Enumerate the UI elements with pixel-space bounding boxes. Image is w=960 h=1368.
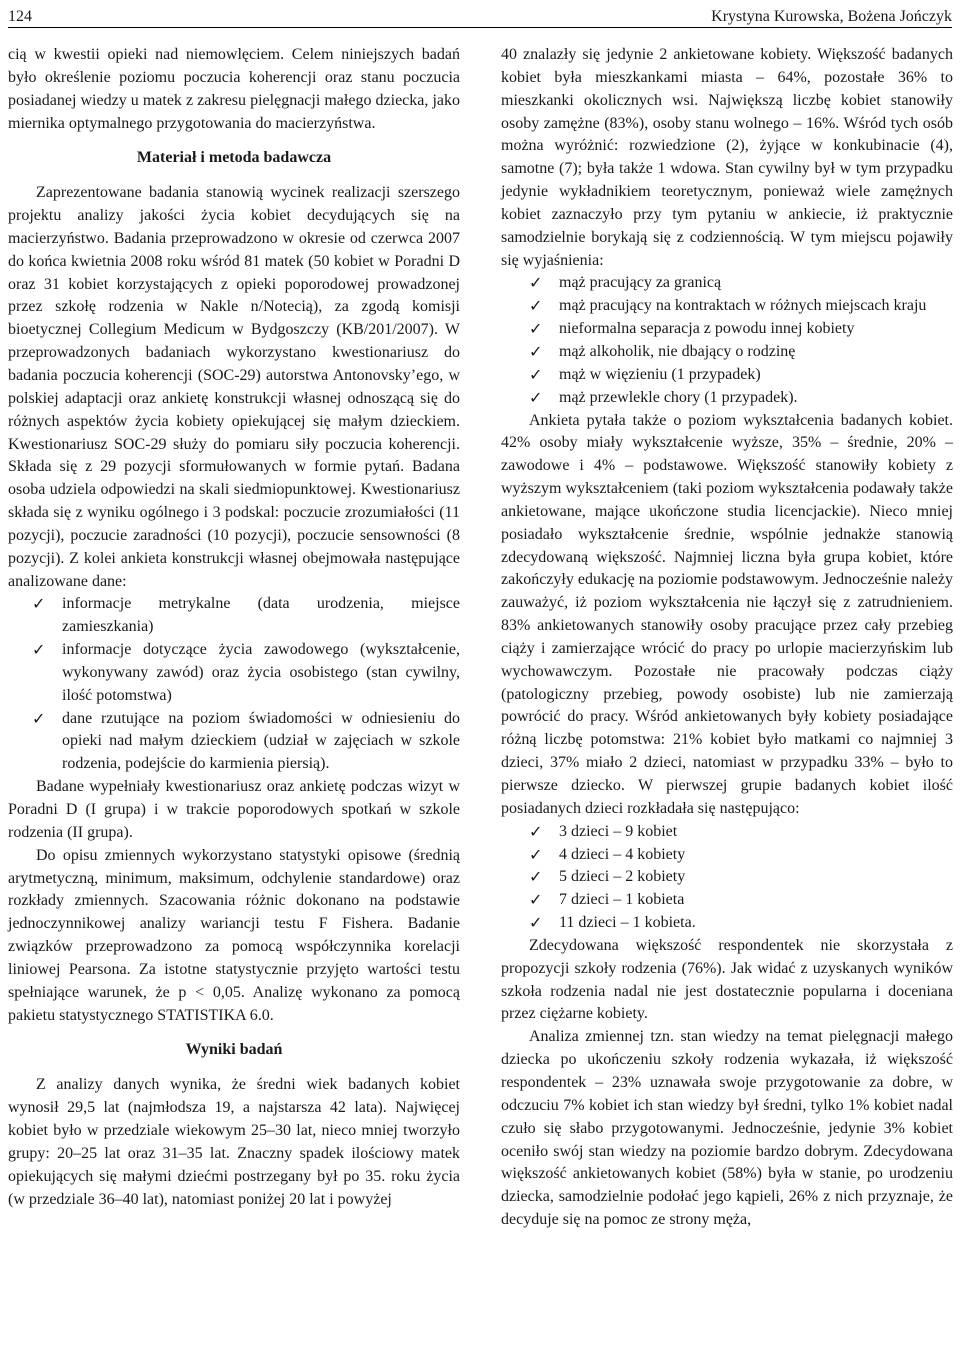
list-item-text: mąż pracujący za granicą xyxy=(559,274,722,292)
left-column xyxy=(8,44,460,1211)
checkmark-icon: ✓ xyxy=(32,708,46,728)
list-item xyxy=(501,387,953,410)
list-item xyxy=(8,593,460,639)
list-item xyxy=(501,866,953,889)
checkmark-icon: ✓ xyxy=(529,867,543,887)
checkmark-icon: ✓ xyxy=(529,341,543,361)
list-item xyxy=(501,844,953,867)
right-column xyxy=(501,44,953,1232)
list-item-text: informacje dotyczące życia zawodowego (wykształcenie, wykonywany zawód) oraz życia osobistego (stan cywilny, ilość potomstwa) xyxy=(62,641,460,704)
checkmark-icon: ✓ xyxy=(529,890,543,910)
list-item xyxy=(501,318,953,341)
children-list xyxy=(501,821,953,935)
statistics-paragraph: Do opisu zmiennych wykorzystano statystyki opisowe (średnią arytmetyczną, minimum, maksimum, odchylenie standardowe) oraz rozkłady zmiennych. Szacowania różnic dokonano na podstawie jednoczynnikowej analizy wariancji testu F Fishera. Badanie związków przeprowadzono za pomocą współczynnika korelacji liniowej Pearsona. Za istotne statystycznie przyjęto wartości testu spełniające warunek, że p < 0,05. Analizę wykonano za pomocą pakietu statystycznego STATISTIKA 6.0. xyxy=(8,846,460,1024)
checkmark-icon: ✓ xyxy=(529,913,543,933)
list-item-text: 5 dzieci – 2 kobiety xyxy=(559,868,686,886)
checkmark-icon: ✓ xyxy=(529,273,543,293)
checkmark-icon: ✓ xyxy=(529,296,543,316)
birth-school-paragraph: Zdecydowana większość respondentek nie skorzystała z propozycji szkoły rodzenia (76%). Jak widać z uzyskanych wyników szkoła rodzenia nadal nie jest dostatecznie popularna i doceniana przez ciężarne kobiety. xyxy=(501,936,953,1023)
list-item-text: informacje metrykalne (data urodzenia, miejsce zamieszkania) xyxy=(62,595,460,636)
list-item xyxy=(8,708,460,777)
checkmark-icon: ✓ xyxy=(529,364,543,384)
list-item xyxy=(501,912,953,935)
checkmark-icon: ✓ xyxy=(529,387,543,407)
results-paragraph: Z analizy danych wynika, że średni wiek badanych kobiet wynosił 29,5 lat (najmłodsza 19, a najstarsza 42 lata). Najwięcej kobiet było w przedziale wiekowym 25–30 lat, nieco mniej tworzyło grupy: 20–25 lat oraz 31–35 lat. Znaczny spadek ilościowy matek opiekujących się małymi dziećmi postrzegany był po 35. roku życia (w przedziale 36–40 lat), natomiast poniżej 20 lat i powyżej xyxy=(8,1076,460,1208)
knowledge-paragraph: Analiza zmiennej tzn. stan wiedzy na temat pielęgnacji małego dziecka po ukończeniu szkoły rodzenia wykazała, iż większość respondentek – 23% uznawała swoje przygotowanie za dobre, w odczuciu 7% kobiet ich stan wiedzy był średni, tylko 1% kobiet nadal czuło się słabo przygotowanymi. Jednocześnie, jedynie 3% kobiet oceniło swój stan wiedzy na poziomie bardzo dobrym. Zdecydowana większość ankietowanych kobiet (58%) była w stanie, po urodzeniu dziecka, samodzielnie podołać jego kąpieli, 26% z nich przyznaje, że decyduje się na pomoc ze strony męża, xyxy=(501,1028,953,1229)
checkmark-icon: ✓ xyxy=(529,821,543,841)
running-authors: Krystyna Kurowska, Bożena Jończyk xyxy=(711,8,952,25)
intro-paragraph: cią w kwestii opieki nad niemowlęciem. Celem niniejszych badań było określenie poziomu poczucia koherencji oraz stanu poczucia posiadanej wiedzy u matek z zakresu pielęgnacji małego dziecka, jako miernika optymalnego przygotowania do macierzyństwa. xyxy=(8,46,460,132)
list-item-text: 7 dzieci – 1 kobieta xyxy=(559,891,685,909)
survey-paragraph: Badane wypełniały kwestionariusz oraz ankietę podczas wizyt w Poradni D (I grupa) i w trakcie poporodowych spotkań w szkole rodzenia (II grupa). xyxy=(8,778,460,841)
method-paragraph: Zaprezentowane badania stanowią wycinek realizacji szerszego projektu analizy jakości życia kobiet decydujących się na macierzyństwo. Badania przeprowadzono w okresie od czerwca 2007 do końca kwietnia 2008 roku wśród 81 matek (50 kobiet w Poradni D oraz 31 kobiet korzystających z opieki poporodowej prowadzonej przez szkołę rodzenia w Nakle n/Notecią), za zgodą komisji bioetycznej Collegium Medicum w Bydgoszczy (KB/201/2007). W przeprowadzonych badaniach wykorzystano kwestionariusz do badania poczucia koherencji (SOC-29) autorstwa Antonovsky’ego, w polskiej adaptacji oraz ankietę konstrukcji własnej odnoszącą się do różnych aspektów życia kobiety opiekującej się małym dzieckiem. Kwestionariusz SOC-29 służy do pomiaru siły poczucia koherencji. Składa się z 29 pozycji sformułowanych w formie pytań. Badana osoba udziela odpowiedzi na skali siedmiopunktowej. Kwestionariusz składa się z wyniku ogólnego i 3 podskal: poczucie zrozumiałości (11 pozycji), poczucie zaradności (10 pozycji), poczucie sensowności (8 pozycji). Z kolei ankieta konstrukcji własnej obejmowała następujące analizowane dane: xyxy=(8,184,460,590)
checkmark-icon: ✓ xyxy=(529,319,543,339)
list-item-text: nieformalna separacja z powodu innej kobiety xyxy=(559,320,855,338)
demographics-paragraph: 40 znalazły się jedynie 2 ankietowane kobiety. Większość badanych kobiet była mieszkankami miasta – 64%, pozostałe 36% to mieszkanki okolicznych wsi. Największą liczbę kobiet stanowiły osoby zamężne (83%), osoby stanu wolnego – 16%. Wśród tych osób można wyróżnić: rozwiedzione (2), żyjące w konkubinacie (4), samotne (7); była także 1 wdowa. Stan cywilny był w tym przypadku jedynie wykładnikiem teoretycznym, ponieważ wiele zamężnych kobiet zaznaczyło przy tym pytaniu w ankiecie, iż praktycznie samodzielnie borykają się z codziennością. W tym miejscu pojawiły się wyjaśnienia: xyxy=(501,46,953,269)
list-item xyxy=(501,889,953,912)
list-item-text: mąż w więzieniu (1 przypadek) xyxy=(559,365,761,383)
education-paragraph: Ankieta pytała także o poziom wykształcenia badanych kobiet. 42% osoby miały wykształcenie wyższe, 35% – średnie, 20% – zawodowe i 4% – podstawowe. Większość stanowiły kobiety z wyższym wykształceniem (taki poziom wykształcenia podawały także ankietowane, mające ukończone studia licencjackie). Nieco mniej posiadało wykształcenie średnie, wspólnie jednakże stanowią zdecydowaną większość. Najmniej liczna była grupa kobiet, które zakończyły edukację na poziomie podstawowym. Jednocześnie należy zauważyć, iż poziom wykształcenia nie łączył się z zatrudnieniem. 83% ankietowanych stanowiły osoby pracujące przez cały przebieg ciąży i zamierzające wrócić do pracy po urlopie macierzyńskim lub wychowawczym. Pozostałe nie pracowały podczas ciąży (patologiczny przebieg, powody osobiste) lub nie zamierzają powrócić do pracy. Wśród ankietowanych były kobiety posiadające różną liczbę potomstwa: 21% kobiet było matkami co najmniej 3 dzieci, 37% miało 2 dzieci, natomiast w przypadku 33% – było to pierwsze dziecko. W pierwszej grupie badanych kobiet ilość posiadanych dzieci rozkładała się następująco: xyxy=(501,411,953,817)
list-item xyxy=(501,272,953,295)
list-item-text: 4 dzieci – 4 kobiety xyxy=(559,845,686,863)
list-item xyxy=(8,639,460,708)
checkmark-icon: ✓ xyxy=(32,594,46,614)
explanations-list xyxy=(501,272,953,409)
section-heading-method: Materiał i metoda badawcza xyxy=(136,149,332,167)
checkmark-icon: ✓ xyxy=(529,844,543,864)
list-item xyxy=(501,821,953,844)
list-item-text: 3 dzieci – 9 kobiet xyxy=(559,822,678,840)
section-heading-results: Wyniki badań xyxy=(185,1041,283,1059)
running-header xyxy=(8,0,952,26)
checkmark-icon: ✓ xyxy=(32,640,46,660)
list-item xyxy=(501,295,953,318)
list-item-text: mąż alkoholik, nie dbający o rodzinę xyxy=(559,342,796,360)
list-item xyxy=(501,364,953,387)
list-item xyxy=(501,341,953,364)
list-item-text: dane rzutujące na poziom świadomości w odniesieniu do opieki nad małym dzieckiem (udział w zajęciach w szkole rodzenia, podejście do karmienia piersią). xyxy=(62,709,460,773)
data-items-list xyxy=(8,593,460,776)
list-item-text: mąż przewlekle chory (1 przypadek). xyxy=(559,388,798,406)
header-rule xyxy=(8,27,952,28)
list-item-text: 11 dzieci – 1 kobieta. xyxy=(559,914,696,932)
page-number: 124 xyxy=(8,8,32,25)
list-item-text: mąż pracujący na kontraktach w różnych miejscach kraju xyxy=(559,297,927,315)
